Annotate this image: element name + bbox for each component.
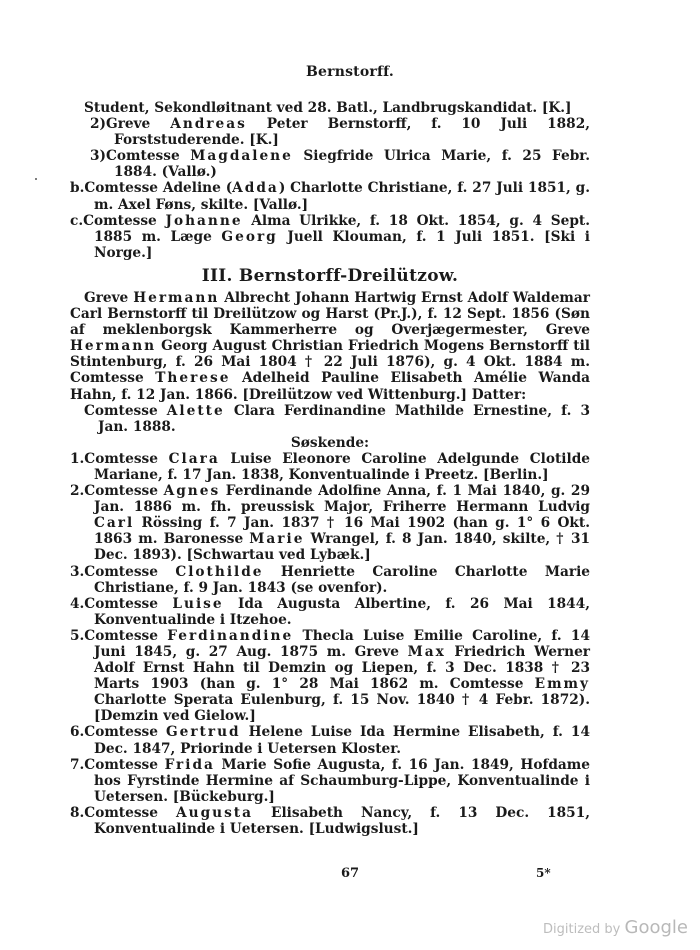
sibling-entry: 3.Comtesse Clothilde Henriette Caroline Charlotte Marie Christiane, f. 9 Jan. 1843 (se ovenfor). (70, 563, 590, 596)
page-number: 67 (340, 866, 360, 881)
google-logo: Google (624, 917, 688, 938)
signature-mark: 5* (536, 866, 551, 880)
sibling-entry: 6.Comtesse Gertrud Helene Luise Ida Hermine Elisabeth, f. 14 Dec. 1847, Priorinde i Uetersen Kloster. (70, 724, 590, 757)
sibling-entry: 1.Comtesse Clara Luise Eleonore Caroline Adelgunde Clotilde Mariane, f. 17 Jan. 1838, Konventualinde i Preetz. [Berlin.] (70, 450, 590, 483)
digitized-watermark: Digitized by Google (543, 917, 688, 938)
sibling-entry: 8.Comtesse Augusta Elisabeth Nancy, f. 13 Dec. 1851, Konventualinde i Uetersen. [Ludwigslust.] (70, 804, 590, 838)
list-item: 2)Greve Andreas Peter Bernstorff, f. 10 Juli 1882, Forststuderende. [K.] (90, 116, 590, 149)
scan-speck (35, 178, 37, 180)
list-item: b.Comtesse Adeline (Adda) Charlotte Christiane, f. 27 Juli 1851, g. m. Axel Føns, skilte. [Vallø.] (70, 180, 590, 213)
section-paragraph: Greve Hermann Albrecht Johann Hartwig Ernst Adolf Waldemar Carl Bernstorff til Dreilützow og Harst (Pr.J.), f. 12 Sept. 1856 (Søn af meklenborgsk Kammerherre og Overjægermester, Greve Hermann Georg August Christian Friedrich Mogens Bernstorff til Stintenburg, f. 26 Mai 1804 † 22 Juli 1876), g. 4 Okt. 1884 m. Comtesse Therese Adelheid Pauline Elisabeth Amélie Wanda Hahn, f. 12 Jan. 1866. [Dreilützow ved Wittenburg.] Datter: (70, 289, 590, 403)
running-head: Bernstorff. (306, 64, 394, 80)
sibling-entry: 5.Comtesse Ferdinandine Thecla Luise Emilie Caroline, f. 14 Juni 1845, g. 27 Aug. 1875 m. Greve Max Friedrich Werner Adolf Ernst Hahn til Demzin og Liepen, f. 3 Dec. 1838 † 23 Marts 1903 (han g. 1° 28 Mai 1862 m. Comtesse Emmy Charlotte Sperata Eulenburg, f. 15 Nov. 1840 † 4 Febr. 1872). [Demzin ved Gielow.] (70, 627, 590, 725)
sibling-entry: 4.Comtesse Luise Ida Augusta Albertine, f. 26 Mai 1844, Konventualinde i Itzehoe. (70, 595, 590, 628)
page-body (70, 100, 590, 837)
daughter-entry: Comtesse Alette Clara Ferdinandine Mathilde Ernestine, f. 3 Jan. 1888. (84, 402, 590, 435)
list-item: 3)Comtesse Magdalene Siegfride Ulrica Marie, f. 25 Febr. 1884. (Vallø.) (90, 148, 590, 181)
siblings-heading: Søskende: (290, 434, 370, 451)
continuation-line: Student, Sekondløitnant ved 28. Batl., Landbrugskandidat. [K.] (84, 100, 572, 116)
list-item: c.Comtesse Johanne Alma Ulrikke, f. 18 Okt. 1854, g. 4 Sept. 1885 m. Læge Georg Juell Klouman, f. 1 Juli 1851. [Ski i Norge.] (70, 212, 590, 261)
sibling-entry: 2.Comtesse Agnes Ferdinande Adolfine Anna, f. 1 Mai 1840, g. 29 Jan. 1886 m. fh. preussisk Major, Friherre Hermann Ludvig Carl Rössing f. 7 Jan. 1837 † 16 Mai 1902 (han g. 1° 6 Okt. 1863 m. Baronesse Marie Wrangel, f. 8 Jan. 1840, skilte, † 31 Dec. 1893). [Schwartau ved Lybæk.] (70, 483, 590, 564)
section-title: III. Bernstorff-Dreilützow. (201, 265, 459, 286)
sibling-entry: 7.Comtesse Frida Marie Sofie Augusta, f. 16 Jan. 1849, Hofdame hos Fyrstinde Hermine af Schaumburg-Lippe, Konventualinde i Uetersen. [Bückeburg.] (70, 756, 590, 805)
